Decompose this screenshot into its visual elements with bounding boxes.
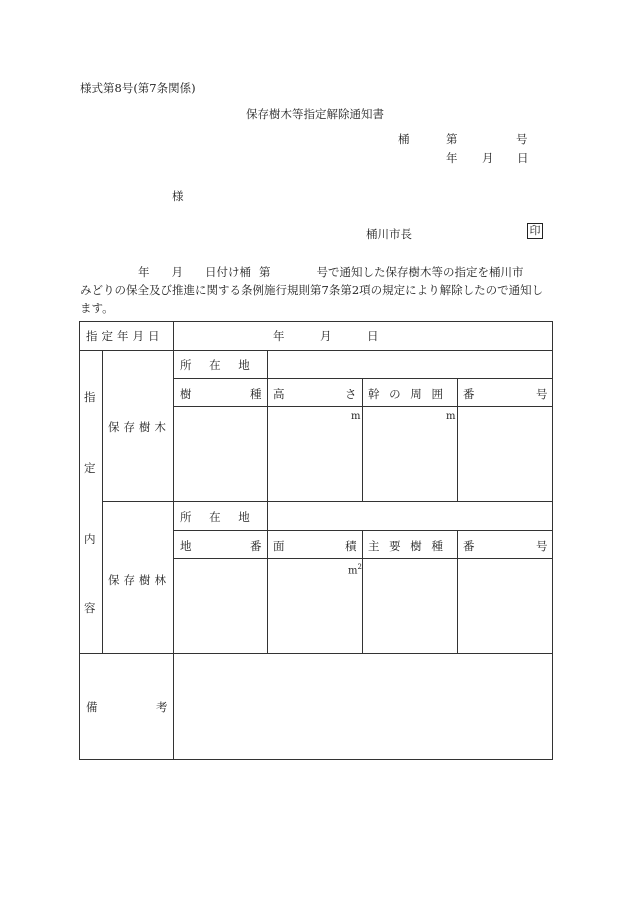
- forest-location-label: 所 在 地: [180, 510, 250, 524]
- table-line: [173, 558, 553, 559]
- protected-tree-label: 保存樹木: [108, 420, 170, 434]
- tree-number-label-1: 番: [463, 387, 475, 401]
- table-border-top: [79, 321, 553, 322]
- protected-forest-label: 保存樹林: [108, 573, 170, 587]
- forest-number-label-1: 番: [463, 539, 475, 553]
- table-line: [362, 530, 363, 653]
- table-line: [267, 350, 268, 653]
- forest-area-unit-sup: 2: [357, 563, 362, 571]
- tree-girth-label: 幹 の 周 囲: [368, 387, 443, 401]
- details-label-char: 定: [84, 461, 96, 475]
- designation-month-label: 月: [320, 329, 332, 343]
- table-border-bottom: [79, 759, 553, 760]
- document-title: 保存樹木等指定解除通知書: [246, 107, 384, 121]
- body-line-2: みどりの保全及び推進に関する条例施行規則第7条第2項の規定により解除したので通知し: [80, 283, 544, 297]
- designation-date-label: 指定年月日: [86, 329, 164, 343]
- forest-number-label-2: 号: [536, 539, 548, 553]
- body-line-3: ます。: [80, 301, 114, 315]
- table-line: [362, 378, 363, 501]
- forest-area-unit: [348, 563, 362, 576]
- table-line: [79, 350, 553, 351]
- table-line: [79, 653, 553, 654]
- forest-area-label-2: 積: [345, 539, 357, 553]
- seal-mark: 印: [527, 223, 543, 239]
- body-month: 月: [171, 265, 183, 279]
- designation-day-label: 日: [367, 329, 379, 343]
- details-label-char: 内: [84, 532, 96, 546]
- form-number: 様式第8号(第7条関係): [80, 81, 196, 95]
- details-label-char: 指: [84, 390, 96, 404]
- forest-main-species-label: 主 要 樹 種: [368, 539, 443, 553]
- tree-location-label: 所 在 地: [180, 358, 250, 372]
- table-line: [457, 378, 458, 501]
- forest-lot-label-2: 番: [250, 539, 262, 553]
- forest-lot-label-1: 地: [180, 539, 192, 553]
- table-border-right: [552, 321, 553, 760]
- table-line: [173, 378, 553, 379]
- issue-day-label: 日: [517, 151, 529, 165]
- table-border-left: [79, 321, 80, 760]
- table-line: [173, 321, 174, 760]
- tree-species-label-2: 種: [250, 387, 262, 401]
- tree-species-label-1: 樹: [180, 387, 192, 401]
- body-year: 年: [138, 265, 150, 279]
- tree-height-unit: m: [351, 411, 361, 422]
- body-line-1: [80, 264, 524, 280]
- body-date-prefix: 日付け桶: [205, 265, 251, 279]
- tree-height-label-1: 高: [273, 387, 285, 401]
- remarks-label-2: 考: [156, 700, 168, 714]
- remarks-label-1: 備: [86, 700, 98, 714]
- table-line: [173, 406, 553, 407]
- table-line: [173, 530, 553, 531]
- body-line1-rest: 号で通知した保存樹木等の指定を桶川市: [316, 265, 524, 279]
- table-line: [102, 350, 103, 653]
- table-line: [102, 501, 553, 502]
- forest-area-unit-base: m: [348, 565, 358, 577]
- sender-title: 桶川市長: [366, 227, 412, 241]
- issue-year-label: 年: [446, 151, 458, 165]
- tree-number-label-2: 号: [536, 387, 548, 401]
- table-line: [457, 530, 458, 653]
- issue-month-label: 月: [482, 151, 494, 165]
- tree-girth-unit: m: [446, 411, 456, 422]
- addressee-suffix: 様: [172, 189, 184, 203]
- body-dai: 第: [259, 265, 271, 279]
- forest-area-label-1: 面: [273, 539, 285, 553]
- doc-number-go: 号: [516, 132, 528, 146]
- details-label-char: 容: [84, 601, 96, 615]
- designation-year-label: 年: [273, 329, 285, 343]
- tree-height-label-2: さ: [345, 387, 357, 401]
- doc-number-prefix: 桶: [398, 132, 410, 146]
- doc-number-dai: 第: [446, 132, 458, 146]
